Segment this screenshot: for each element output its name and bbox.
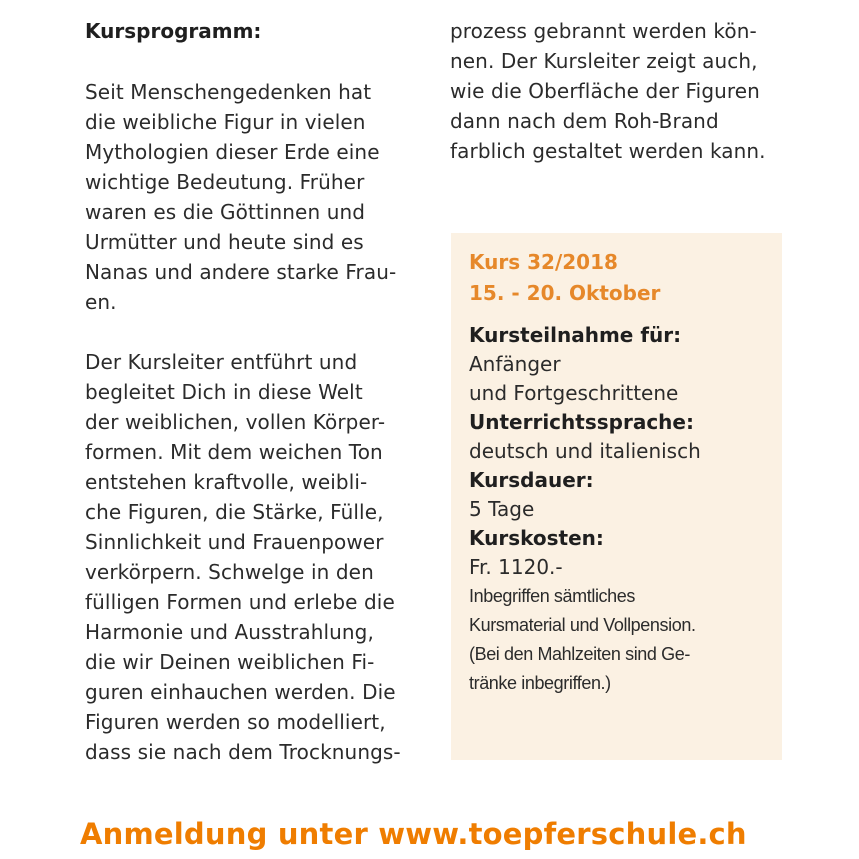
text-line: guren einhauchen werden. Die (85, 680, 396, 704)
text-line: dass sie nach dem Trocknungs- (85, 740, 401, 764)
text-line: dann nach dem Roh-Brand (450, 109, 719, 133)
continuation-paragraph (450, 16, 795, 166)
text-line: nen. Der Kursleiter zeigt auch, (450, 49, 758, 73)
text-line: formen. Mit dem weichen Ton (85, 440, 383, 464)
participation-value: Anfänger (469, 352, 561, 376)
duration-value: 5 Tage (469, 497, 535, 521)
text-line: die weibliche Figur in vielen (85, 110, 366, 134)
intro-paragraph (85, 77, 430, 317)
text-line: der weiblichen, vollen Körper- (85, 410, 386, 434)
course-number: Kurs 32/2018 (469, 250, 618, 274)
text-line: Der Kursleiter entführt und (85, 350, 358, 374)
description-paragraph (85, 347, 430, 767)
text-line: Urmütter und heute sind es (85, 230, 364, 254)
text-line: Sinnlichkeit und Frauenpower (85, 530, 384, 554)
course-info-box (451, 233, 782, 760)
text-line: begleitet Dich in diese Welt (85, 380, 363, 404)
text-line: Mythologien dieser Erde eine (85, 140, 380, 164)
text-line: verkörpern. Schwelge in den (85, 560, 374, 584)
cost-note: Inbegriffen sämtliches (469, 586, 635, 606)
language-value: deutsch und italienisch (469, 439, 701, 463)
text-line: Figuren werden so modelliert, (85, 710, 386, 734)
right-column (450, 16, 795, 166)
registration-link[interactable]: Anmeldung unter www.toepferschule.ch (80, 817, 747, 851)
section-heading: Kursprogramm: (85, 19, 262, 43)
text-line: wichtige Bedeutung. Früher (85, 170, 365, 194)
duration-label: Kursdauer: (469, 468, 594, 492)
language-label: Unterrichtssprache: (469, 410, 694, 434)
left-column (85, 16, 430, 767)
text-line: Nanas und andere starke Frau- (85, 260, 397, 284)
text-line: prozess gebrannt werden kön- (450, 19, 757, 43)
text-line: che Figuren, die Stärke, Fülle, (85, 500, 384, 524)
course-dates: 15. - 20. Oktober (469, 281, 661, 305)
text-line: die wir Deinen weiblichen Fi- (85, 650, 375, 674)
text-line: farblich gestaltet werden kann. (450, 139, 766, 163)
participation-label: Kursteilnahme für: (469, 323, 682, 347)
cost-note: Kursmaterial und Vollpension. (469, 615, 696, 635)
text-line: en. (85, 290, 117, 314)
cost-label: Kurskosten: (469, 526, 604, 550)
cost-value: Fr. 1120.- (469, 555, 563, 579)
text-line: wie die Oberfläche der Figuren (450, 79, 760, 103)
text-line: Seit Menschengedenken hat (85, 80, 372, 104)
cost-note: (Bei den Mahlzeiten sind Ge- (469, 644, 690, 664)
text-line: Harmonie und Ausstrahlung, (85, 620, 374, 644)
text-line: waren es die Göttinnen und (85, 200, 366, 224)
text-line: entstehen kraftvolle, weibli- (85, 470, 368, 494)
participation-value: und Fortgeschrittene (469, 381, 679, 405)
cost-note: tränke inbegriffen.) (469, 673, 611, 693)
text-line: fülligen Formen und erlebe die (85, 590, 395, 614)
